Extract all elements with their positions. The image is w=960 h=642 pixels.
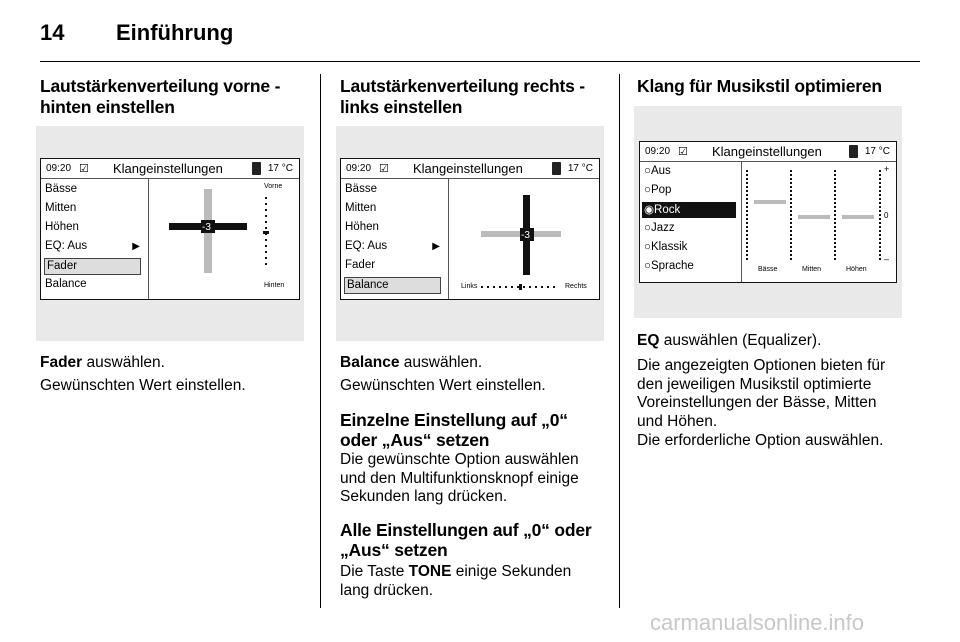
arrow-right-icon: ▶	[432, 241, 440, 252]
temperature: 17 °C	[267, 163, 293, 174]
paragraph: Die angezeigten Optionen bieten für den jeweiligen Musikstil optimierte Voreinstellungen der Bässe, Mitten und Höhen.	[637, 357, 886, 430]
check-icon: ☑	[79, 163, 89, 175]
chapter-title: Einführung	[116, 20, 234, 45]
screen-title: Klangeinstellungen	[113, 161, 223, 176]
section-heading: Klang für Musikstil optimieren	[637, 76, 882, 96]
label-right: Rechts	[565, 283, 587, 290]
phone-icon	[252, 162, 261, 175]
scale-marker	[263, 231, 269, 234]
screen-illustration	[36, 126, 304, 341]
scale-zero: 0	[884, 211, 889, 220]
column-equalizer	[637, 76, 920, 97]
preset-menu	[640, 162, 742, 282]
check-icon: ☑	[379, 163, 389, 175]
menu-item[interactable]: Mitten	[45, 202, 77, 214]
arrow-right-icon: ▶	[132, 241, 140, 252]
instruction: Balance auswählen.	[340, 354, 483, 371]
radio-option[interactable]: ○Sprache	[644, 260, 694, 272]
screen-title: Klangeinstellungen	[413, 161, 523, 176]
label-rear: Hinten	[264, 282, 285, 289]
menu-item[interactable]: EQ: Aus	[45, 240, 88, 252]
instruction: Gewünschten Wert einstellen.	[40, 377, 246, 394]
menu-item[interactable]: Bässe	[45, 183, 77, 195]
eq-scale	[879, 170, 881, 260]
value-label: -3	[521, 230, 530, 241]
band-level-bass	[754, 200, 786, 204]
balance-cross	[449, 179, 599, 299]
menu-item[interactable]: Höhen	[45, 221, 79, 233]
instruction: EQ auswählen (Equalizer).	[637, 332, 822, 349]
fader-cross	[149, 179, 299, 299]
phone-icon	[552, 162, 561, 175]
instruction: Fader auswählen.	[40, 354, 165, 371]
screen-status-bar	[41, 159, 299, 179]
band-level-mid	[798, 215, 830, 219]
temperature: 17 °C	[864, 146, 890, 157]
value-label: -3	[202, 222, 211, 233]
temperature: 17 °C	[567, 163, 593, 174]
scale-minus: –	[884, 254, 890, 264]
equalizer-graph	[742, 162, 896, 282]
eq-scale	[790, 170, 792, 260]
page-number: 14	[40, 20, 65, 45]
radio-option[interactable]: ○Pop	[644, 184, 672, 196]
column-balance	[340, 76, 612, 118]
band-label: Mitten	[802, 266, 822, 273]
radio-option[interactable]: ○Klassik	[644, 241, 688, 253]
menu-item[interactable]: Fader	[345, 259, 376, 271]
fader-graph	[149, 179, 299, 299]
display-screen	[340, 158, 600, 300]
menu-item[interactable]: Höhen	[345, 221, 379, 233]
eq-scale	[746, 170, 748, 260]
screen-illustration	[336, 126, 604, 341]
menu-item[interactable]: Bässe	[345, 183, 377, 195]
label-left: Links	[461, 283, 478, 290]
paragraph: Die gewünschte Option auswählen und den Multifunktionsknopf einige Sekunden lang drücken.	[340, 451, 579, 505]
paragraph: Die Taste TONE einige Sekunden lang drücken.	[340, 563, 572, 599]
clock: 09:20	[46, 163, 72, 174]
phone-icon	[849, 145, 858, 158]
band-label: Höhen	[846, 266, 867, 273]
radio-option[interactable]: ○Jazz	[644, 222, 675, 234]
screen-title: Klangeinstellungen	[712, 144, 822, 159]
page-header	[40, 18, 920, 62]
screen-menu	[41, 179, 149, 299]
instruction: Gewünschten Wert einstellen.	[340, 377, 546, 394]
menu-item-selected[interactable]: Balance	[344, 277, 441, 294]
band-level-treble	[842, 215, 874, 219]
section-heading: Lautstärkenverteilung rechts - links einstellen	[340, 76, 585, 117]
radio-option[interactable]: ○Aus	[644, 165, 671, 177]
band-label: Bässe	[758, 266, 778, 273]
scale-plus: +	[884, 164, 890, 174]
eq-scale	[834, 170, 836, 260]
screen-illustration	[634, 106, 902, 318]
screen-menu	[341, 179, 449, 299]
radio-option-selected[interactable]: ◉Rock	[642, 202, 736, 218]
column-divider	[619, 74, 620, 608]
menu-item[interactable]: Balance	[45, 278, 87, 290]
display-screen	[40, 158, 300, 300]
screen-status-bar	[341, 159, 599, 179]
clock: 09:20	[645, 146, 671, 157]
menu-item[interactable]: Mitten	[345, 202, 377, 214]
watermark: carmanualsonline.info	[650, 610, 865, 635]
balance-graph	[449, 179, 599, 299]
section-heading: Alle Einstellungen auf „0“ oder „Aus“ setzen	[340, 520, 592, 560]
display-screen	[639, 141, 897, 283]
menu-item-selected[interactable]: Fader	[44, 258, 141, 275]
scale-marker	[519, 284, 522, 290]
label-front: Vorne	[264, 183, 283, 190]
column-divider	[320, 74, 321, 608]
screen-status-bar	[640, 142, 896, 162]
section-heading: Lautstärkenverteilung vorne - hinten einstellen	[40, 76, 281, 117]
instruction: Die erforderliche Option auswählen.	[637, 432, 884, 449]
check-icon: ☑	[678, 146, 688, 158]
column-fader	[40, 76, 310, 118]
section-heading: Einzelne Einstellung auf „0“ oder „Aus“ setzen	[340, 410, 568, 450]
clock: 09:20	[346, 163, 372, 174]
menu-item[interactable]: EQ: Aus	[345, 240, 388, 252]
